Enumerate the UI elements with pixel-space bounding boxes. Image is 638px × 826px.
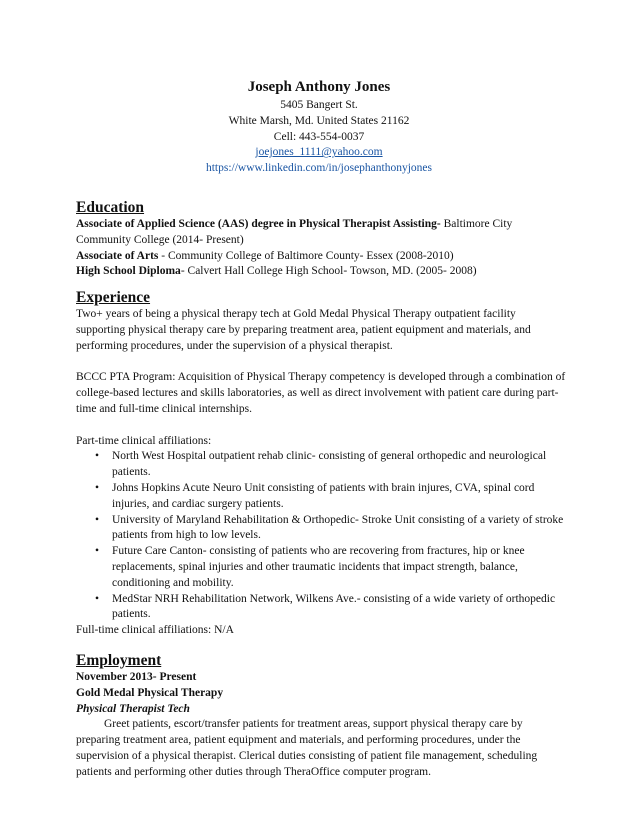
degree-detail: - Calvert Hall College High School- Towson, MD. (2005- 2008) <box>180 265 477 278</box>
list-item: • Johns Hopkins Acute Neuro Unit consisting of patients with brain injures, CVA, spinal cord injuries, and cardiac surgery patients. <box>112 481 566 513</box>
fulltime-affiliations-label: Full-time clinical affiliations: N/A <box>76 624 234 637</box>
experience-heading: Experience <box>76 289 151 307</box>
education-item <box>76 264 566 280</box>
list-item: • North West Hospital outpatient rehab clinic- consisting of general orthopedic and neurological patients. <box>112 449 566 481</box>
job-description: Greet patients, escort/transfer patients for treatment areas, support physical therapy care by preparing treatment area, patient equipment and materials, and performing procedures, under the supervision of a physical therapist. Clerical duties consisting of patient file management, scheduling patients and performing other duties through TheraOffice computer program. <box>76 718 538 778</box>
phone-number: Cell: 443-554-0037 <box>273 130 365 143</box>
affiliations-list <box>76 449 566 623</box>
parttime-affiliations-label: Part-time clinical affiliations: <box>76 434 212 447</box>
resume-body <box>76 198 566 781</box>
experience-summary: Two+ years of being a physical therapy tech at Gold Medal Physical Therapy outpatient facility supporting physical therapy care by preparing treatment area, patient equipment and materials, and performing procedures, under the supervision of a physical therapist. <box>76 308 531 352</box>
employment-dates: November 2013- Present <box>76 670 197 683</box>
list-item: • MedStar NRH Rehabilitation Network, Wilkens Ave.- consisting of a wide variety of orthopedic patients. <box>112 592 566 624</box>
list-item: • University of Maryland Rehabilitation & Orthopedic- Stroke Unit consisting of a variety of stroke patients from high to low levels. <box>112 513 566 545</box>
education-heading: Education <box>76 199 145 216</box>
linkedin-url[interactable]: https://www.linkedin.com/in/josephanthonyjones <box>205 162 433 175</box>
degree-title: High School Diploma <box>76 265 181 278</box>
address-line-2: White Marsh, Md. United States 21162 <box>228 114 410 127</box>
resume-header <box>0 78 638 177</box>
pta-program-summary: BCCC PTA Program: Acquisition of Physical Therapy competency is developed through a combination of college-based lectures and skills laboratories, as well as direct involvement with patient care during part-time and full-time clinical internships. <box>76 371 566 415</box>
degree-detail: - Community College of Baltimore County- Essex (2008-2010) <box>158 249 454 262</box>
employment-heading: Employment <box>76 651 162 669</box>
degree-title: Associate of Applied Science (AAS) degree in Physical Therapist Assisting- <box>76 218 441 230</box>
address-line-1: 5405 Bangert St. <box>280 99 358 111</box>
degree-detail: Baltimore City Community College (2014- Present) <box>76 218 513 246</box>
job-title: Physical Therapist Tech <box>76 702 190 715</box>
education-item <box>76 217 566 249</box>
applicant-name: Joseph Anthony Jones <box>247 79 391 95</box>
employer-name: Gold Medal Physical Therapy <box>76 686 224 699</box>
education-item <box>76 249 566 265</box>
list-item: • Future Care Canton- consisting of patients who are recovering from fractures, hip or knee replacements, spinal injuries and other traumatic incidents that impact strength, balance, conditioning and mobility. <box>112 544 566 591</box>
degree-title: Associate of Arts <box>76 249 159 262</box>
email-link[interactable]: joejones_1111@yahoo.com <box>255 146 383 159</box>
